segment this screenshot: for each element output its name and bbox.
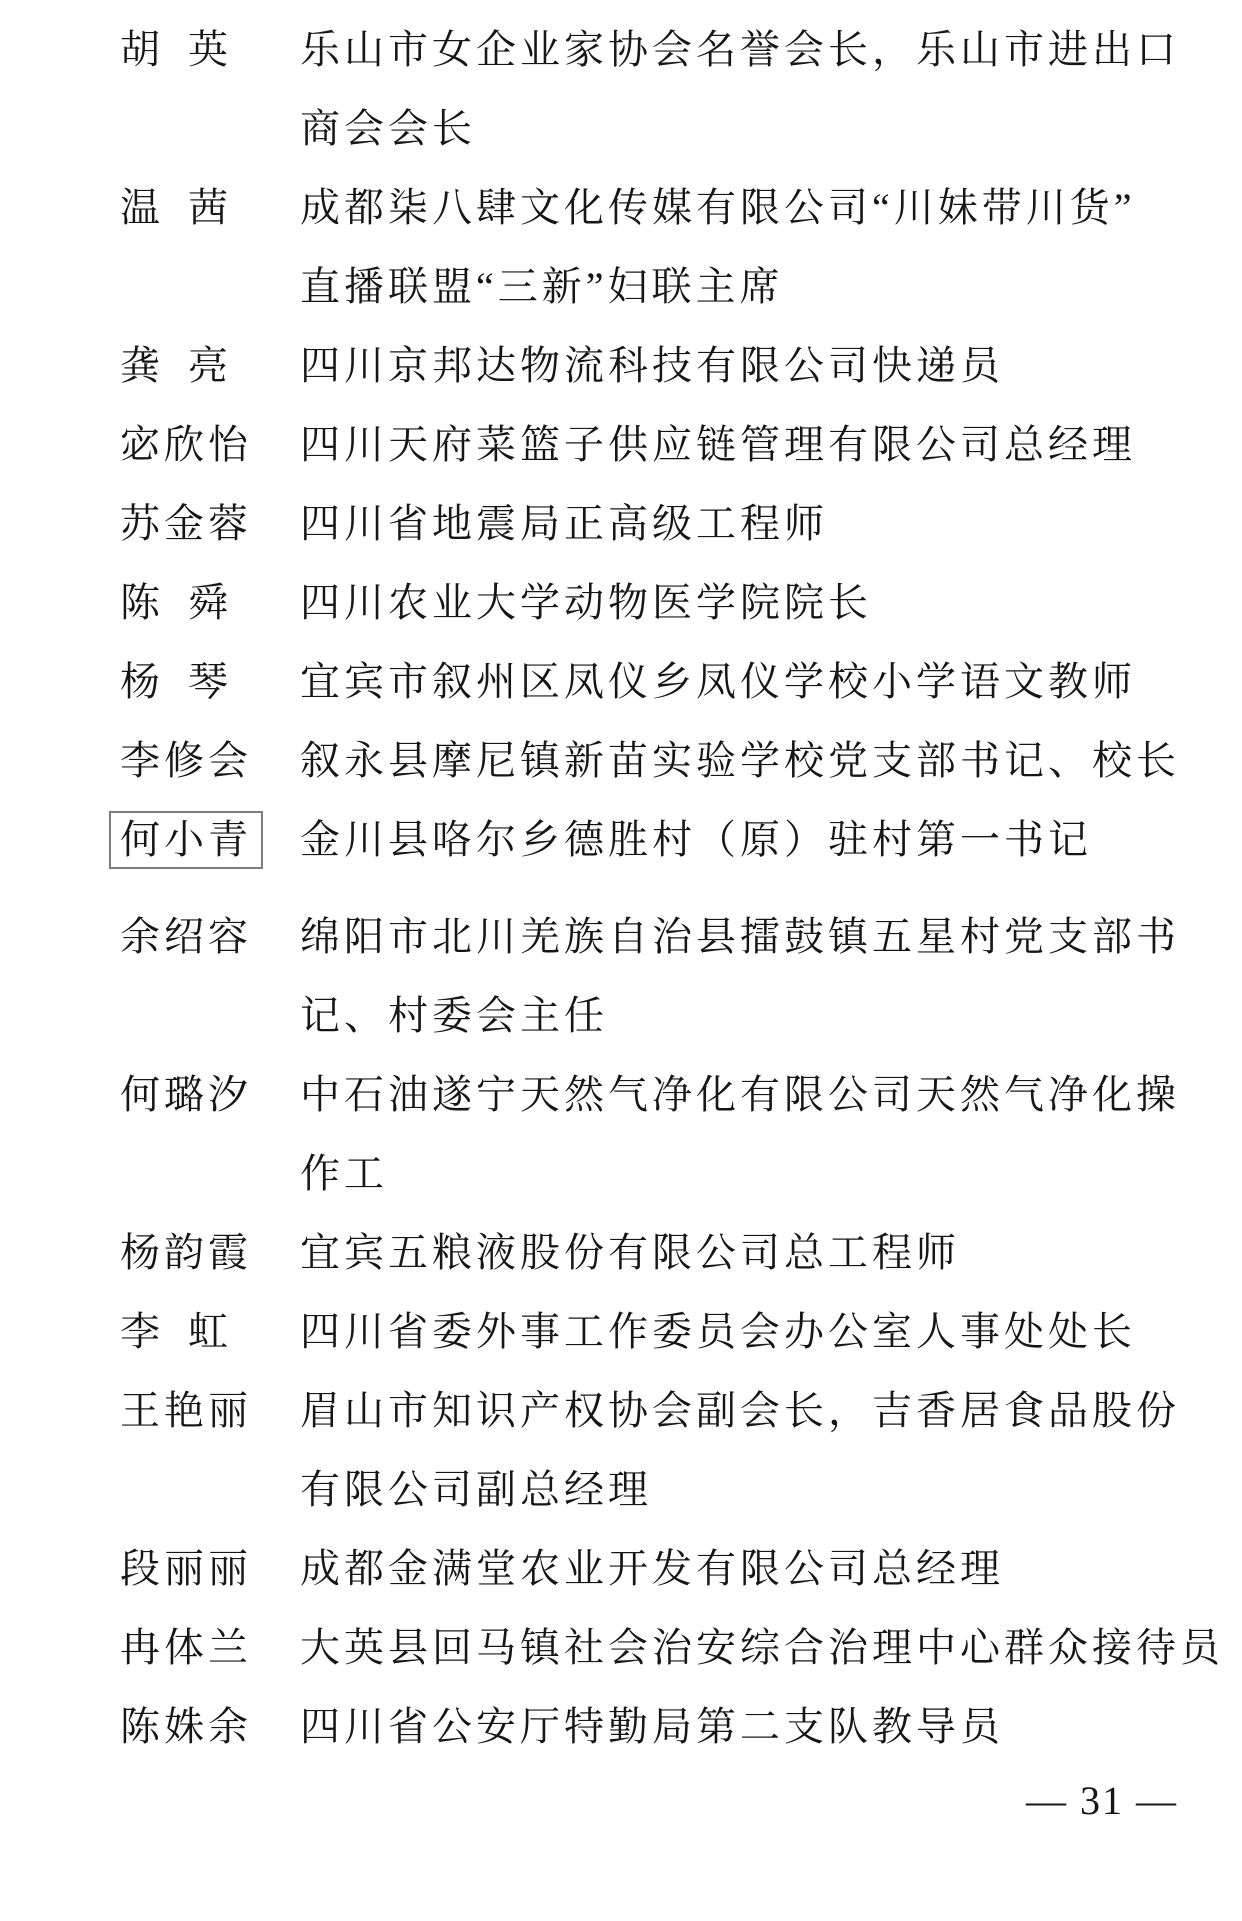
person-title-line: 眉山市知识产权协会副会长，吉香居食品股份 — [300, 1388, 1180, 1433]
person-name: 李修会 — [120, 738, 252, 783]
person-title-line: 四川农业大学动物医学院院长 — [300, 580, 872, 625]
person-name-cell — [120, 1687, 252, 1766]
person-title-line: 金川县咯尔乡德胜村（原）驻村第一书记 — [300, 817, 1092, 862]
list-item — [120, 484, 1206, 563]
person-name-cell — [120, 897, 252, 976]
person-title — [300, 326, 1004, 405]
person-name: 李 虹 — [120, 1309, 232, 1354]
person-name: 余绍容 — [120, 914, 252, 959]
person-name-cell — [120, 563, 252, 642]
person-title-line: 四川天府菜篮子供应链管理有限公司总经理 — [300, 422, 1136, 467]
list-item — [120, 1292, 1206, 1371]
person-name: 胡 英 — [120, 27, 232, 72]
person-title-line: 四川省地震局正高级工程师 — [300, 501, 828, 546]
person-name-cell — [120, 1608, 252, 1687]
person-name-cell — [120, 405, 252, 484]
person-title — [300, 484, 828, 563]
person-title-line: 大英县回马镇社会治安综合治理中心群众接待员 — [300, 1625, 1224, 1670]
person-title-line: 有限公司副总经理 — [300, 1467, 652, 1512]
person-name-cell — [120, 1213, 252, 1292]
person-name: 苏金蓉 — [120, 501, 252, 546]
person-title-line: 成都金满堂农业开发有限公司总经理 — [300, 1546, 1004, 1591]
person-name: 陈姝余 — [120, 1704, 252, 1749]
person-name-cell — [120, 1529, 252, 1608]
person-title — [300, 563, 872, 642]
list-item — [120, 1529, 1206, 1608]
list-item — [120, 1687, 1206, 1766]
person-name: 段丽丽 — [120, 1546, 252, 1591]
list-item — [120, 563, 1206, 642]
person-name-cell — [120, 326, 252, 405]
person-name-cell — [120, 1292, 252, 1371]
person-title-line: 成都柒八肆文化传媒有限公司“川妹带川货” — [300, 185, 1136, 230]
person-title-line: 乐山市女企业家协会名誉会长，乐山市进出口 — [300, 27, 1180, 72]
person-title — [300, 897, 1180, 1055]
page-number: — 31 — — [1026, 1778, 1178, 1823]
list-item — [120, 1213, 1206, 1292]
person-name: 陈 舜 — [120, 580, 232, 625]
person-title — [300, 1213, 960, 1292]
person-title — [300, 168, 1136, 326]
person-title-line: 四川省公安厅特勤局第二支队教导员 — [300, 1704, 1004, 1749]
list-item — [120, 1608, 1224, 1687]
person-name: 冉体兰 — [120, 1625, 252, 1670]
person-title-line: 四川省委外事工作委员会办公室人事处处长 — [300, 1309, 1136, 1354]
person-name-cell — [120, 10, 252, 89]
list-item — [120, 642, 1206, 721]
list-item — [120, 168, 1206, 326]
person-title — [300, 405, 1136, 484]
person-name: 温 茜 — [120, 185, 232, 230]
person-name: 龚 亮 — [120, 343, 232, 388]
list-item — [120, 1371, 1206, 1529]
person-name: 王艳丽 — [120, 1388, 252, 1433]
person-title — [300, 1529, 1004, 1608]
person-title-line: 直播联盟“三新”妇联主席 — [300, 264, 784, 309]
person-title-line: 叙永县摩尼镇新苗实验学校党支部书记、校长 — [300, 738, 1180, 783]
person-title — [300, 1292, 1136, 1371]
person-title — [300, 1371, 1180, 1529]
person-name: 宓欣怡 — [120, 422, 252, 467]
list-item — [120, 721, 1206, 800]
person-name-cell — [120, 642, 252, 721]
list-item — [120, 326, 1206, 405]
person-name-cell — [120, 1371, 252, 1450]
person-title-line: 中石油遂宁天然气净化有限公司天然气净化操 — [300, 1072, 1180, 1117]
person-name: 杨 琴 — [120, 659, 232, 704]
person-title-line: 作工 — [300, 1151, 388, 1196]
list-item — [120, 405, 1206, 484]
person-name-cell — [120, 1055, 252, 1134]
person-title — [300, 1055, 1180, 1213]
person-title-line: 商会会长 — [300, 106, 476, 151]
person-name: 何璐汐 — [120, 1072, 252, 1117]
person-name-cell — [120, 721, 252, 800]
person-title-line: 记、村委会主任 — [300, 993, 608, 1038]
person-title-line: 宜宾市叙州区凤仪乡凤仪学校小学语文教师 — [300, 659, 1136, 704]
person-name: 杨韵霞 — [120, 1230, 252, 1275]
person-title — [300, 1687, 1004, 1766]
list-item — [120, 800, 1206, 879]
person-title — [300, 642, 1136, 721]
person-title-line: 宜宾五粮液股份有限公司总工程师 — [300, 1230, 960, 1275]
list-item — [120, 10, 1206, 168]
person-title-line: 四川京邦达物流科技有限公司快递员 — [300, 343, 1004, 388]
person-title — [300, 10, 1180, 168]
person-title — [300, 1608, 1224, 1687]
person-name-highlight-box: 何小青 — [109, 811, 263, 869]
list-item — [120, 897, 1206, 1055]
person-title — [300, 721, 1180, 800]
person-name-cell — [120, 484, 252, 563]
person-title — [300, 800, 1092, 879]
list-item — [120, 1055, 1206, 1213]
person-name-cell — [120, 800, 252, 879]
person-title-line: 绵阳市北川羌族自治县擂鼓镇五星村党支部书 — [300, 914, 1180, 959]
person-name-cell — [120, 168, 252, 247]
